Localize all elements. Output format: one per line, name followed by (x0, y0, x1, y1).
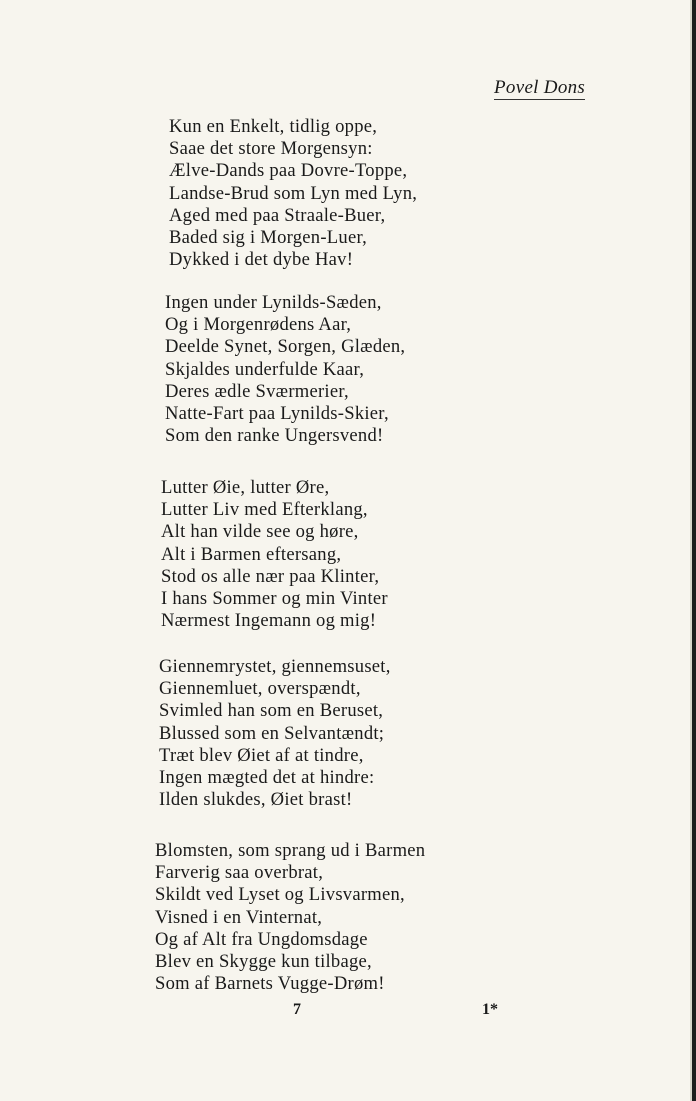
page-edge-shadow (692, 0, 696, 1101)
verse-line: Alt han vilde see og høre, (161, 521, 359, 543)
verse-line: Lutter Liv med Efterklang, (161, 499, 368, 521)
verse-line: Ælve-Dands paa Dovre-Toppe, (169, 160, 408, 182)
verse-line: Blomsten, som sprang ud i Barmen (155, 840, 426, 861)
stanza-1 (169, 116, 417, 271)
verse-line: Visned i en Vinternat, (155, 906, 323, 928)
verse-line: Lutter Øie, lutter Øre, (161, 477, 330, 498)
verse-line: Skjaldes underfulde Kaar, (165, 358, 365, 380)
verse-line: Nærmest Ingemann og mig! (161, 610, 377, 632)
verse-line: Ilden slukdes, Øiet brast! (159, 789, 353, 811)
signature-mark: 1* (482, 1001, 498, 1018)
verse-line: Dykked i det dybe Hav! (169, 249, 354, 271)
verse-line: Saae det store Morgensyn: (169, 138, 373, 160)
verse-line: Deres ædle Sværmerier, (165, 380, 349, 402)
verse-line: Som af Barnets Vugge-Drøm! (155, 973, 385, 995)
verse-line: Blussed som en Selvantændt; (159, 722, 385, 744)
verse-line: Alt i Barmen eftersang, (161, 543, 342, 565)
verse-line: Og af Alt fra Ungdomsdage (155, 928, 368, 950)
verse-line: Som den ranke Ungersvend! (165, 425, 384, 447)
stanza-3 (161, 477, 388, 632)
verse-line: Baded sig i Morgen-Luer, (169, 227, 368, 249)
verse-line: Farverig saa overbrat, (155, 862, 324, 884)
verse-line: I hans Sommer og min Vinter (161, 588, 388, 610)
verse-line: Og i Morgenrødens Aar, (165, 314, 352, 336)
verse-line: Landse-Brud som Lyn med Lyn, (169, 182, 418, 204)
verse-line: Aged med paa Straale-Buer, (169, 204, 386, 226)
stanza-2 (165, 292, 405, 447)
verse-line: Svimled han som en Beruset, (159, 700, 384, 722)
verse-line: Ingen under Lynilds-Sæden, (165, 292, 382, 313)
verse-line: Deelde Synet, Sorgen, Glæden, (165, 336, 406, 358)
stanza-5 (155, 840, 425, 995)
stanza-4 (159, 656, 391, 811)
verse-line: Natte-Fart paa Lynilds-Skier, (165, 403, 389, 425)
verse-line: Giennemrystet, giennemsuset, (159, 656, 391, 677)
verse-line: Skildt ved Lyset og Livsvarmen, (155, 884, 405, 906)
verse-line: Giennemluet, overspændt, (159, 678, 361, 700)
verse-line: Stod os alle nær paa Klinter, (161, 565, 380, 587)
verse-line: Kun en Enkelt, tidlig oppe, (169, 116, 378, 137)
verse-line: Ingen mægted det at hindre: (159, 767, 375, 789)
verse-line: Træt blev Øiet af at tindre, (159, 744, 364, 766)
verse-line: Blev en Skygge kun tilbage, (155, 951, 372, 973)
page-number: 7 (293, 1001, 301, 1018)
running-head-author: Povel Dons (494, 77, 586, 98)
